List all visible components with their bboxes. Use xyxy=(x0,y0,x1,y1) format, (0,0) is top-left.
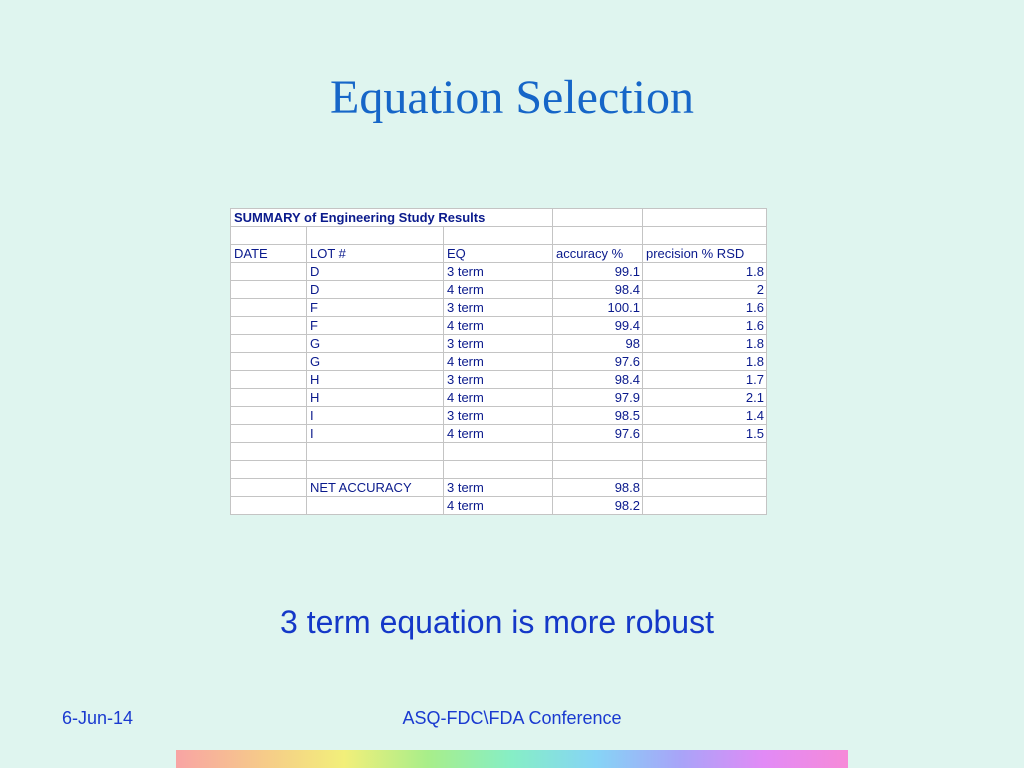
table-cell-date xyxy=(231,263,307,281)
table-row xyxy=(231,299,767,317)
summary-table xyxy=(230,208,767,515)
table-body xyxy=(231,263,767,443)
column-header: DATE xyxy=(231,245,307,263)
table-cell-accuracy: 97.6 xyxy=(553,425,643,443)
column-header: EQ xyxy=(444,245,553,263)
table-cell-eq: 3 term xyxy=(444,371,553,389)
table-cell-date xyxy=(231,353,307,371)
table-cell-eq: 4 term xyxy=(444,353,553,371)
table-cell-eq: 4 term xyxy=(444,425,553,443)
rainbow-bar xyxy=(176,750,848,768)
table-cell-accuracy: 97.9 xyxy=(553,389,643,407)
table-cell-accuracy: 99.1 xyxy=(553,263,643,281)
table-cell-date xyxy=(231,407,307,425)
table-row xyxy=(231,389,767,407)
table-blank-row xyxy=(231,461,767,479)
table-header-row xyxy=(231,245,767,263)
table-row xyxy=(231,317,767,335)
table-cell-accuracy: 98.5 xyxy=(553,407,643,425)
table-cell-precision: 1.8 xyxy=(643,335,767,353)
table-cell-precision: 1.8 xyxy=(643,353,767,371)
table-cell-lot: G xyxy=(307,335,444,353)
table-row xyxy=(231,425,767,443)
table-cell-accuracy: 97.6 xyxy=(553,353,643,371)
table-row xyxy=(231,263,767,281)
table-row xyxy=(231,371,767,389)
table-cell-eq: 3 term xyxy=(444,299,553,317)
table-cell-date xyxy=(231,299,307,317)
table-cell-date xyxy=(231,335,307,353)
table-row xyxy=(231,281,767,299)
table-cell-eq: 4 term xyxy=(444,281,553,299)
table-cell-lot: F xyxy=(307,299,444,317)
table-cell-accuracy: 98.4 xyxy=(553,281,643,299)
table-cell-lot: G xyxy=(307,353,444,371)
table-cell-lot: H xyxy=(307,389,444,407)
column-header: accuracy % xyxy=(553,245,643,263)
table-cell-precision: 1.5 xyxy=(643,425,767,443)
net-accuracy-eq: 4 term xyxy=(444,497,553,515)
table-cell-precision: 1.6 xyxy=(643,317,767,335)
table-cell-date xyxy=(231,317,307,335)
table-cell-date xyxy=(231,425,307,443)
table-blank-row xyxy=(231,443,767,461)
net-accuracy-row xyxy=(231,497,767,515)
net-accuracy-value: 98.2 xyxy=(553,497,643,515)
table-title-row xyxy=(231,209,767,227)
table-cell-precision: 1.6 xyxy=(643,299,767,317)
table-cell-date xyxy=(231,389,307,407)
table-cell-lot: D xyxy=(307,263,444,281)
table-cell-lot: H xyxy=(307,371,444,389)
net-accuracy-row xyxy=(231,479,767,497)
table-cell-precision: 1.7 xyxy=(643,371,767,389)
column-header: precision % RSD xyxy=(643,245,767,263)
table-cell-accuracy: 98 xyxy=(553,335,643,353)
table-cell-precision: 1.8 xyxy=(643,263,767,281)
table-cell-precision: 1.4 xyxy=(643,407,767,425)
slide-title: Equation Selection xyxy=(330,71,694,124)
table-cell-eq: 3 term xyxy=(444,263,553,281)
table-cell-eq: 4 term xyxy=(444,389,553,407)
table-cell-accuracy: 100.1 xyxy=(553,299,643,317)
table-cell-lot: I xyxy=(307,407,444,425)
conclusion-text: 3 term equation is more robust xyxy=(280,604,714,640)
table-cell-accuracy: 99.4 xyxy=(553,317,643,335)
table-row xyxy=(231,407,767,425)
footer-conference: ASQ-FDC\FDA Conference xyxy=(402,708,622,728)
net-accuracy-value: 98.8 xyxy=(553,479,643,497)
table-cell-precision: 2 xyxy=(643,281,767,299)
table-row xyxy=(231,353,767,371)
net-accuracy-eq: 3 term xyxy=(444,479,553,497)
table-blank-row xyxy=(231,227,767,245)
table-cell-lot: F xyxy=(307,317,444,335)
table-cell-eq: 3 term xyxy=(444,407,553,425)
table-cell-eq: 4 term xyxy=(444,317,553,335)
table-cell-precision: 2.1 xyxy=(643,389,767,407)
table-heading: SUMMARY of Engineering Study Results xyxy=(231,209,553,227)
net-accuracy-label: NET ACCURACY xyxy=(307,479,444,497)
table-cell-lot: I xyxy=(307,425,444,443)
table-cell-eq: 3 term xyxy=(444,335,553,353)
table-cell-lot: D xyxy=(307,281,444,299)
column-header: LOT # xyxy=(307,245,444,263)
table-cell-date xyxy=(231,281,307,299)
table-cell-accuracy: 98.4 xyxy=(553,371,643,389)
footer-date: 6-Jun-14 xyxy=(62,708,134,728)
table-row xyxy=(231,335,767,353)
table-cell-date xyxy=(231,371,307,389)
